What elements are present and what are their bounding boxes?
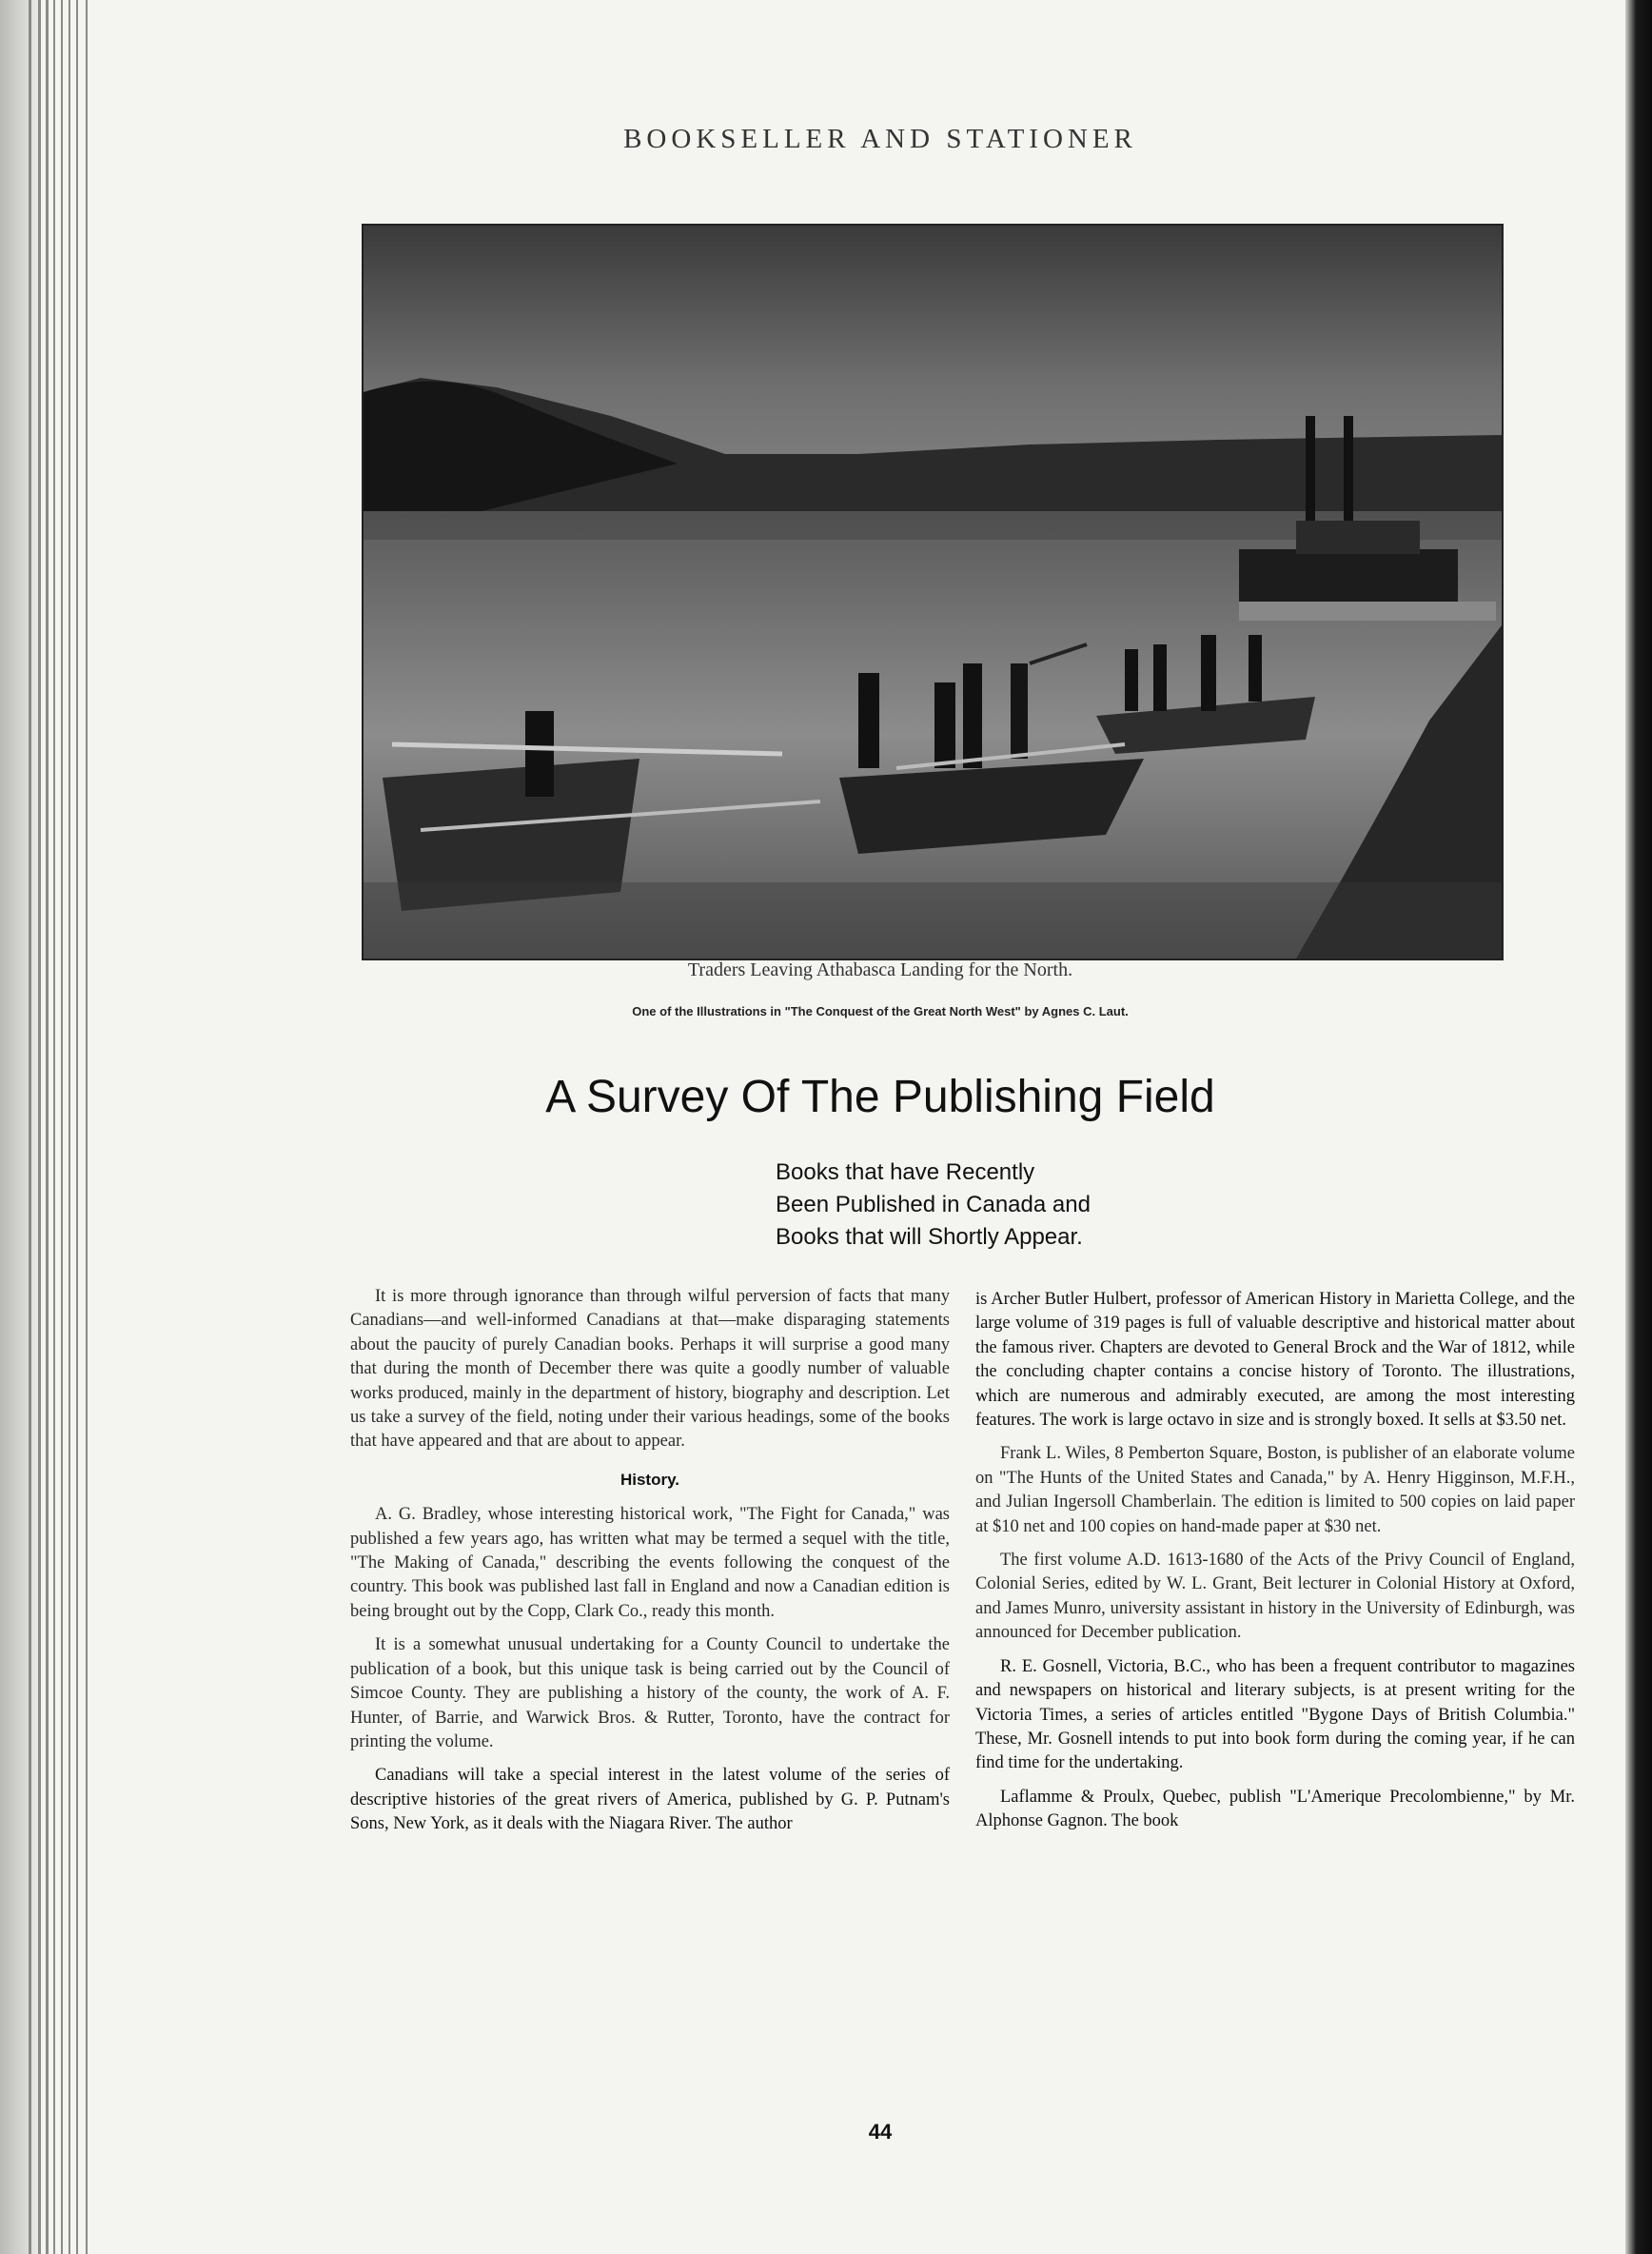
- article-title: A Survey Of The Publishing Field: [545, 1072, 1215, 1122]
- paragraph: Canadians will take a special interest in the latest volume of the series of descriptive histories of the great rivers of America, published by G. P. Putnam's Sons, New York, as it deals with the Niagara River. The author: [350, 1766, 950, 1834]
- figure-credit: One of the Illustrations in "The Conquest of the Great North West" by Agnes C. Laut.: [632, 1004, 1129, 1018]
- page-number: 44: [868, 2120, 893, 2144]
- running-head: BOOKSELLER AND STATIONER: [623, 124, 1137, 154]
- left-column: [350, 1285, 950, 1847]
- landscape-illustration: [364, 226, 1502, 959]
- paragraph: The first volume A.D. 1613-1680 of the Acts of the Privy Council of England, Colonial Series, edited by W. L. Grant, Beit lecturer in Colonial History at Oxford, and James Munro, university assistant in history in the University of Edinburgh, was announced for December publication.: [975, 1551, 1575, 1643]
- paragraph: R. E. Gosnell, Victoria, B.C., who has been a frequent contributor to magazines and newspapers on historical and literary subjects, is at present writing for the Victoria Times, a series of articles entitled "Bygone Days of British Columbia." These, Mr. Gosnell intends to put into book form during the coming year, if he can find time for the undertaking.: [975, 1656, 1575, 1773]
- subtitle-line: Books that will Shortly Appear.: [776, 1224, 1083, 1250]
- article-subtitle: [776, 1157, 1175, 1254]
- paragraph: Laflamme & Proulx, Quebec, publish "L'Amerique Precolombienne," by Mr. Alphonse Gagnon. The book: [975, 1787, 1575, 1831]
- figure-caption: Traders Leaving Athabasca Landing for the North.: [687, 959, 1073, 980]
- magazine-page: [143, 29, 1618, 2254]
- section-heading-history: History.: [620, 1470, 680, 1489]
- intro-paragraph: It is more through ignorance than through wilful perversion of facts that many Canadians—and well-informed Canadians at that—make disparaging statements about the paucity of purely Canadian books. Perhaps it will surprise a good many that during the month of December there was quite a goodly number of valuable works produced, mainly in the department of history, biography and description. Let us take a survey of the field, noting under their various headings, some of the books that have appeared and that are about to appear.: [350, 1287, 950, 1452]
- subtitle-line: Been Published in Canada and: [776, 1192, 1091, 1217]
- paragraph: Frank L. Wiles, 8 Pemberton Square, Boston, is publisher of an elaborate volume on "The Hunts of the United States and Canada," by A. Henry Higginson, M.F.H., and Julian Ingersoll Chamberlain. The edition is limited to 500 copies on laid paper at $10 net and 100 copies on hand-made paper at $30 net.: [975, 1444, 1575, 1536]
- right-column: [975, 1288, 1575, 1844]
- binding-edge: [1625, 0, 1652, 2254]
- page-stack-edges: [0, 0, 133, 2254]
- paragraph-continued: is Archer Butler Hulbert, professor of American History in Marietta College, and the large volume of 319 pages is full of valuable descriptive and historical matter about the famous river. Chapters are devoted to General Brock and the War of 1812, while the concluding chapter contains a concise history of Toronto. The illustrations, which are numerous and admirably executed, are among the most interesting features. The work is large octavo in size and is strongly boxed. It sells at $3.50 net.: [975, 1290, 1575, 1431]
- paragraph: It is a somewhat unusual undertaking for a County Council to undertake the publication of a book, but this unique task is being carried out by the Council of Simcoe County. They are publishing a history of the county, the work of A. F. Hunter, of Barrie, and Warwick Bros. & Rutter, Toronto, have the contract for printing the volume.: [350, 1635, 950, 1751]
- photograph-traders-boats: [362, 224, 1504, 960]
- paragraph: A. G. Bradley, whose interesting historical work, "The Fight for Canada," was published a few years ago, has written what may be termed a sequel with the title, "The Making of Canada," describing the events following the conquest of the country. This book was published last fall in England and now a Canadian edition is being brought out by the Copp, Clark Co., ready this month.: [350, 1505, 950, 1621]
- subtitle-line: Books that have Recently: [776, 1159, 1035, 1185]
